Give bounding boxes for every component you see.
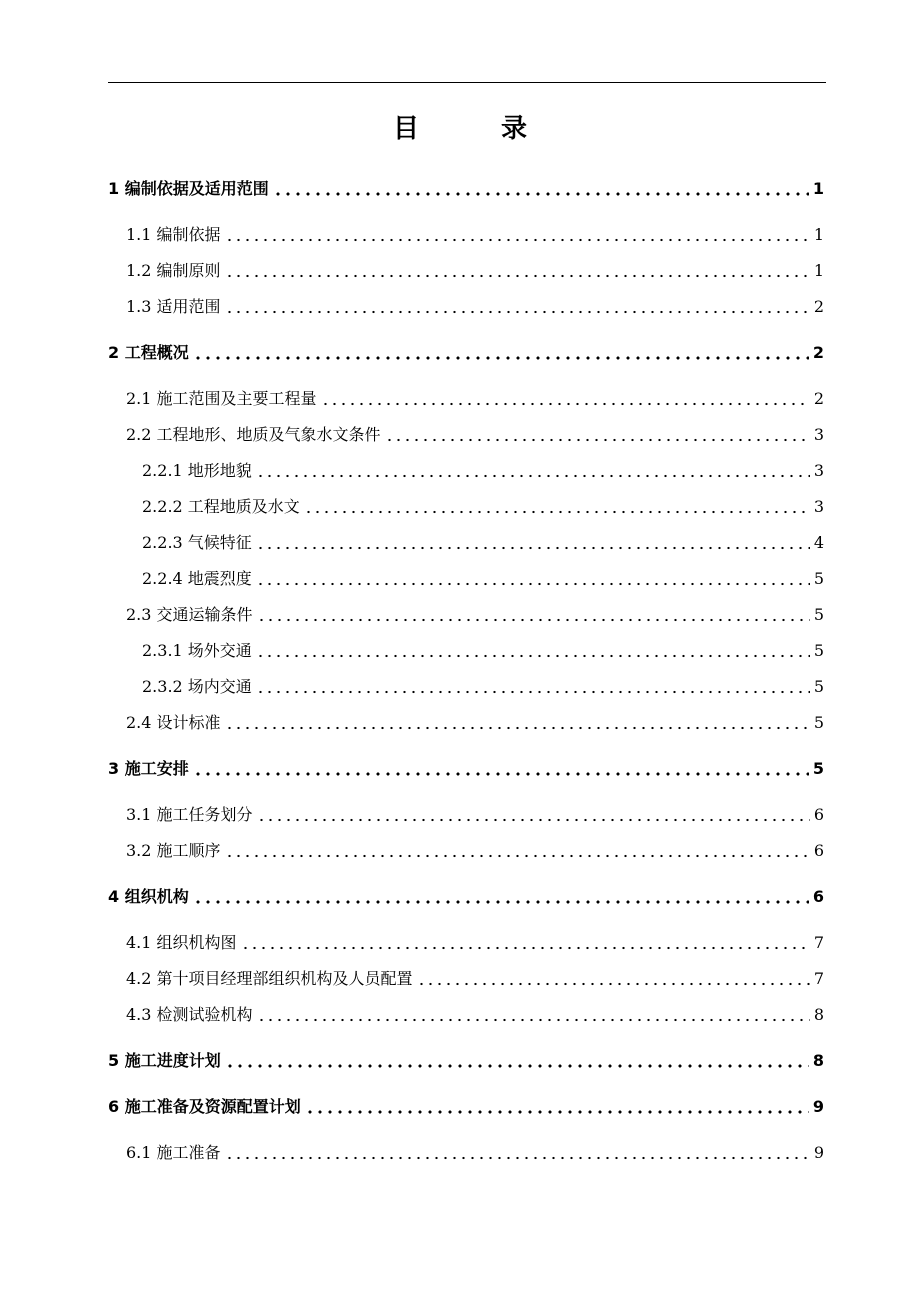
toc-entry-label: 4 组织机构 — [108, 887, 189, 906]
toc-entry[interactable] — [108, 754, 824, 780]
toc-entry[interactable] — [108, 256, 824, 282]
toc-entry[interactable] — [108, 1000, 824, 1026]
dot-leader — [256, 458, 810, 480]
toc-entry[interactable] — [108, 800, 824, 826]
toc-entry[interactable] — [108, 420, 824, 446]
toc-entry-page-number: 2 — [812, 343, 824, 362]
toc-entry-label: 2.3 交通运输条件 — [126, 605, 253, 624]
dot-leader — [225, 258, 810, 280]
dot-leader — [193, 340, 809, 362]
toc-entry-page-number: 5 — [813, 677, 824, 696]
toc-entry-label: 2.3.2 场内交通 — [142, 677, 252, 696]
toc-entry[interactable] — [108, 338, 824, 364]
dot-leader — [225, 222, 810, 244]
toc-entry-label: 4.2 第十项目经理部组织机构及人员配置 — [126, 969, 413, 988]
toc-entry-page-number: 1 — [813, 225, 824, 244]
toc-entry-page-number: 3 — [813, 425, 824, 444]
toc-entry-label: 3 施工安排 — [108, 759, 189, 778]
toc-entry-label: 1.2 编制原则 — [126, 261, 221, 280]
dot-leader — [241, 930, 810, 952]
toc-entry-page-number: 1 — [813, 261, 824, 280]
toc-entry[interactable] — [108, 292, 824, 318]
dot-leader — [256, 530, 810, 552]
toc-entry[interactable] — [108, 456, 824, 482]
dot-leader — [225, 294, 810, 316]
dot-leader — [304, 494, 810, 516]
toc-entry[interactable] — [108, 528, 824, 554]
toc-entry-page-number: 8 — [813, 1005, 824, 1024]
toc-entry-page-number: 2 — [813, 297, 824, 316]
dot-leader — [273, 176, 809, 198]
dot-leader — [385, 422, 810, 444]
toc-entry[interactable] — [108, 220, 824, 246]
dot-leader — [225, 1140, 810, 1162]
dot-leader — [256, 566, 810, 588]
toc-entry-page-number: 6 — [812, 887, 824, 906]
toc-entry[interactable] — [108, 1138, 824, 1164]
toc-entry-page-number: 6 — [813, 805, 824, 824]
toc-entry[interactable] — [108, 964, 824, 990]
header-rule — [108, 82, 826, 83]
toc-entry-label: 2.3.1 场外交通 — [142, 641, 252, 660]
toc-entry[interactable] — [108, 672, 824, 698]
toc-entry-label: 6 施工准备及资源配置计划 — [108, 1097, 301, 1116]
toc-entry-label: 1.1 编制依据 — [126, 225, 221, 244]
toc-entry[interactable] — [108, 636, 824, 662]
toc-entry[interactable] — [108, 836, 824, 862]
toc-entry-page-number: 8 — [812, 1051, 824, 1070]
toc-entry-label: 5 施工进度计划 — [108, 1051, 221, 1070]
toc-entry-page-number: 7 — [813, 969, 824, 988]
toc-entry-page-number: 5 — [813, 569, 824, 588]
toc-entry-page-number: 2 — [813, 389, 824, 408]
toc-entry-label: 1.3 适用范围 — [126, 297, 221, 316]
toc-entry-page-number: 6 — [813, 841, 824, 860]
toc-entry-page-number: 1 — [812, 179, 824, 198]
toc-entry[interactable] — [108, 1046, 824, 1072]
toc-entry-label: 1 编制依据及适用范围 — [108, 179, 269, 198]
toc-entry-label: 2 工程概况 — [108, 343, 189, 362]
toc-entry[interactable] — [108, 564, 824, 590]
dot-leader — [257, 802, 810, 824]
toc-entry-label: 6.1 施工准备 — [126, 1143, 221, 1162]
dot-leader — [225, 710, 810, 732]
dot-leader — [257, 602, 810, 624]
toc-entry-label: 2.2.4 地震烈度 — [142, 569, 252, 588]
toc-entry[interactable] — [108, 708, 824, 734]
dot-leader — [257, 1002, 810, 1024]
toc-entry-page-number: 5 — [812, 759, 824, 778]
toc-entry-page-number: 5 — [813, 713, 824, 732]
toc-entry-page-number: 9 — [813, 1143, 824, 1162]
dot-leader — [225, 1048, 809, 1070]
toc-entry[interactable] — [108, 174, 824, 200]
toc-entry-label: 3.2 施工顺序 — [126, 841, 221, 860]
toc-entry-page-number: 3 — [813, 497, 824, 516]
dot-leader — [417, 966, 810, 988]
toc-entry-label: 2.2.2 工程地质及水文 — [142, 497, 300, 516]
toc-entry[interactable] — [108, 600, 824, 626]
dot-leader — [193, 756, 809, 778]
toc-entry-label: 2.1 施工范围及主要工程量 — [126, 389, 317, 408]
dot-leader — [225, 838, 810, 860]
dot-leader — [321, 386, 810, 408]
toc-entry[interactable] — [108, 492, 824, 518]
dot-leader — [193, 884, 809, 906]
toc-entry[interactable] — [108, 928, 824, 954]
toc-entry-label: 2.2.3 气候特征 — [142, 533, 252, 552]
toc-entry-label: 3.1 施工任务划分 — [126, 805, 253, 824]
toc-entry-page-number: 5 — [813, 641, 824, 660]
toc-entry-page-number: 5 — [813, 605, 824, 624]
toc-entry-label: 4.1 组织机构图 — [126, 933, 237, 952]
toc-entry-label: 2.4 设计标准 — [126, 713, 221, 732]
toc-entry[interactable] — [108, 1092, 824, 1118]
toc-entry-label: 2.2 工程地形、地质及气象水文条件 — [126, 425, 381, 444]
dot-leader — [305, 1094, 809, 1116]
toc-entry-label: 4.3 检测试验机构 — [126, 1005, 253, 1024]
toc-entry-page-number: 9 — [812, 1097, 824, 1116]
toc-entry-page-number: 7 — [813, 933, 824, 952]
toc-entry[interactable] — [108, 384, 824, 410]
toc-entry-label: 2.2.1 地形地貌 — [142, 461, 252, 480]
dot-leader — [256, 674, 810, 696]
toc-title: 目 录 — [392, 114, 555, 144]
toc-entry-page-number: 3 — [813, 461, 824, 480]
dot-leader — [256, 638, 810, 660]
toc-entry-page-number: 4 — [813, 533, 824, 552]
toc-entry[interactable] — [108, 882, 824, 908]
